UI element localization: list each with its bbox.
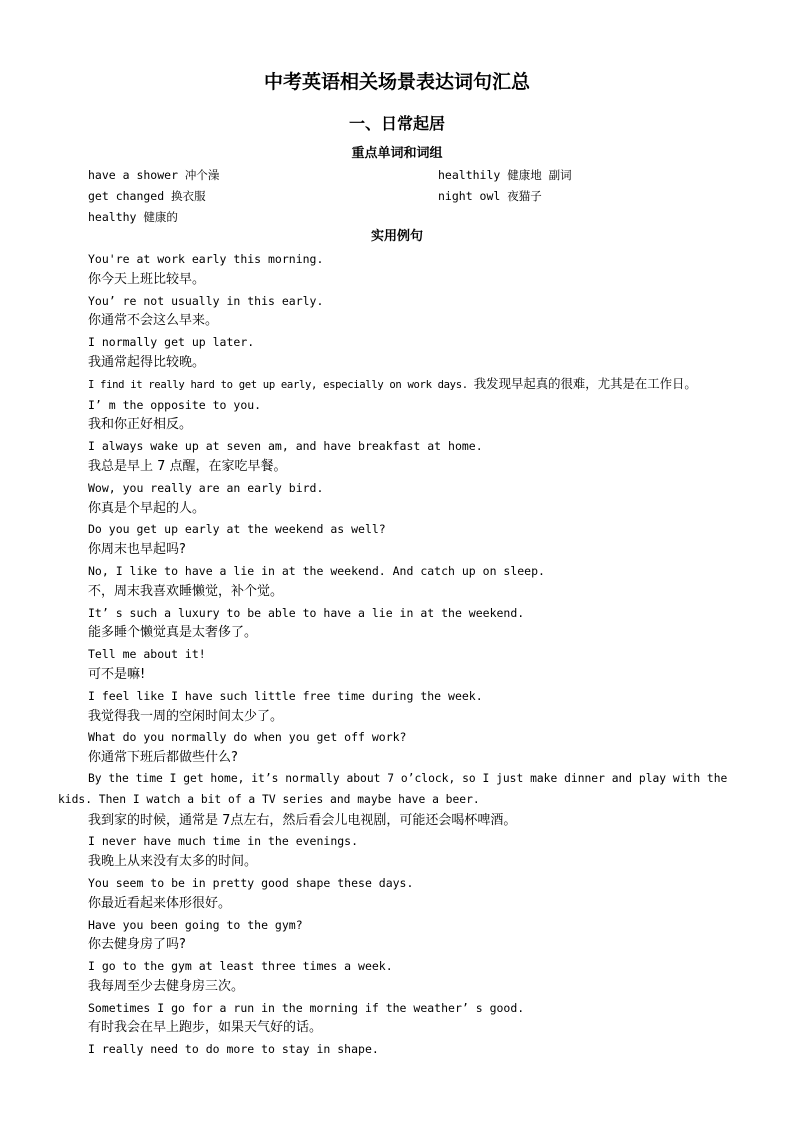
- english-sentence: You’ re not usually in this early.: [88, 293, 324, 308]
- chinese-translation: 我通常起得比较晚。: [88, 354, 206, 370]
- vocab-heading: 重点单词和词组: [351, 146, 443, 161]
- vocab-item: healthy 健康的: [88, 210, 178, 224]
- chinese-translation: 我和你正好相反。: [88, 417, 193, 433]
- english-sentence: Have you been going to the gym?: [88, 917, 303, 932]
- chinese-part: 我发现早起真的很难，尤其是在工作日。: [473, 375, 697, 391]
- english-sentence: I really need to do more to stay in shape.: [88, 1042, 379, 1057]
- english-sentence-wrapped: By the time I get home, it’s normally about 7 o’clock, so I just make dinner and play with the: [88, 771, 728, 785]
- english-sentence: Sometimes I go for a run in the morning if the weather’ s good.: [88, 1000, 525, 1015]
- english-part: I find it really hard to get up early, especially on work days.: [88, 378, 468, 391]
- chinese-translation: 你最近看起来体形很好。: [88, 895, 232, 911]
- chinese-translation: 我觉得我一周的空闲时间太少了。: [88, 708, 284, 724]
- chinese-translation: 可不是嘛!: [88, 666, 146, 682]
- chinese-translation: 我到家的时候，通常是 7点左右，然后看会儿电视剧，可能还会喝杯啤酒。: [88, 812, 517, 828]
- document-title: 中考英语相关场景表达词句汇总: [263, 71, 530, 93]
- vocab-item: healthily 健康地 副词: [438, 168, 572, 182]
- english-sentence: What do you normally do when you get off work?: [88, 730, 407, 745]
- chinese-translation: 我总是早上 7 点醒，在家吃早餐。: [88, 458, 287, 474]
- english-sentence: I go to the gym at least three times a week.: [88, 959, 393, 974]
- chinese-translation: 我晚上从来没有太多的时间。: [88, 854, 258, 870]
- chinese-translation: 不，周末我喜欢睡懒觉，补个觉。: [88, 583, 284, 599]
- english-sentence: I’ m the opposite to you.: [88, 397, 262, 412]
- vocab-item: have a shower 冲个澡: [88, 168, 220, 182]
- chinese-translation: 你真是个早起的人。: [88, 500, 206, 516]
- chinese-translation: 能多睡个懒觉真是太奢侈了。: [88, 625, 258, 641]
- chinese-translation: 你今天上班比较早。: [88, 271, 206, 287]
- english-sentence: I never have much time in the evenings.: [88, 834, 359, 849]
- examples-heading: 实用例句: [370, 229, 423, 244]
- english-sentence-continued: kids. Then I watch a bit of a TV series and maybe have a beer.: [58, 792, 480, 806]
- section-title: 一、日常起居: [348, 114, 445, 133]
- english-sentence: Wow, you really are an early bird.: [88, 480, 324, 495]
- chinese-translation: 你去健身房了吗?: [88, 937, 186, 953]
- chinese-translation: 你通常不会这么早来。: [88, 313, 219, 329]
- chinese-translation: 有时我会在早上跑步，如果天气好的话。: [88, 1020, 323, 1036]
- english-sentence: I always wake up at seven am, and have breakfast at home.: [88, 439, 483, 454]
- english-sentence: You seem to be in pretty good shape these days.: [88, 875, 414, 890]
- english-sentence: No, I like to have a lie in at the weekend. And catch up on sleep.: [88, 563, 545, 578]
- english-sentence: Do you get up early at the weekend as well?: [88, 522, 386, 537]
- example-sentences: [58, 249, 738, 1060]
- mixed-sentence: [58, 374, 738, 395]
- chinese-translation: 你周末也早起吗?: [88, 542, 186, 558]
- english-sentence: I feel like I have such little free time during the week.: [88, 688, 483, 703]
- english-sentence: It’ s such a luxury to be able to have a lie in at the weekend.: [88, 605, 525, 620]
- vocab-item: night owl 夜猫子: [438, 189, 542, 203]
- vocab-item: get changed 换衣服: [88, 189, 206, 203]
- chinese-translation: 我每周至少去健身房三次。: [88, 978, 245, 994]
- english-sentence: Tell me about it!: [88, 647, 206, 662]
- english-sentence: You're at work early this morning.: [88, 252, 324, 266]
- chinese-translation: 你通常下班后都做些什么?: [88, 750, 238, 766]
- english-sentence: I normally get up later.: [88, 335, 255, 350]
